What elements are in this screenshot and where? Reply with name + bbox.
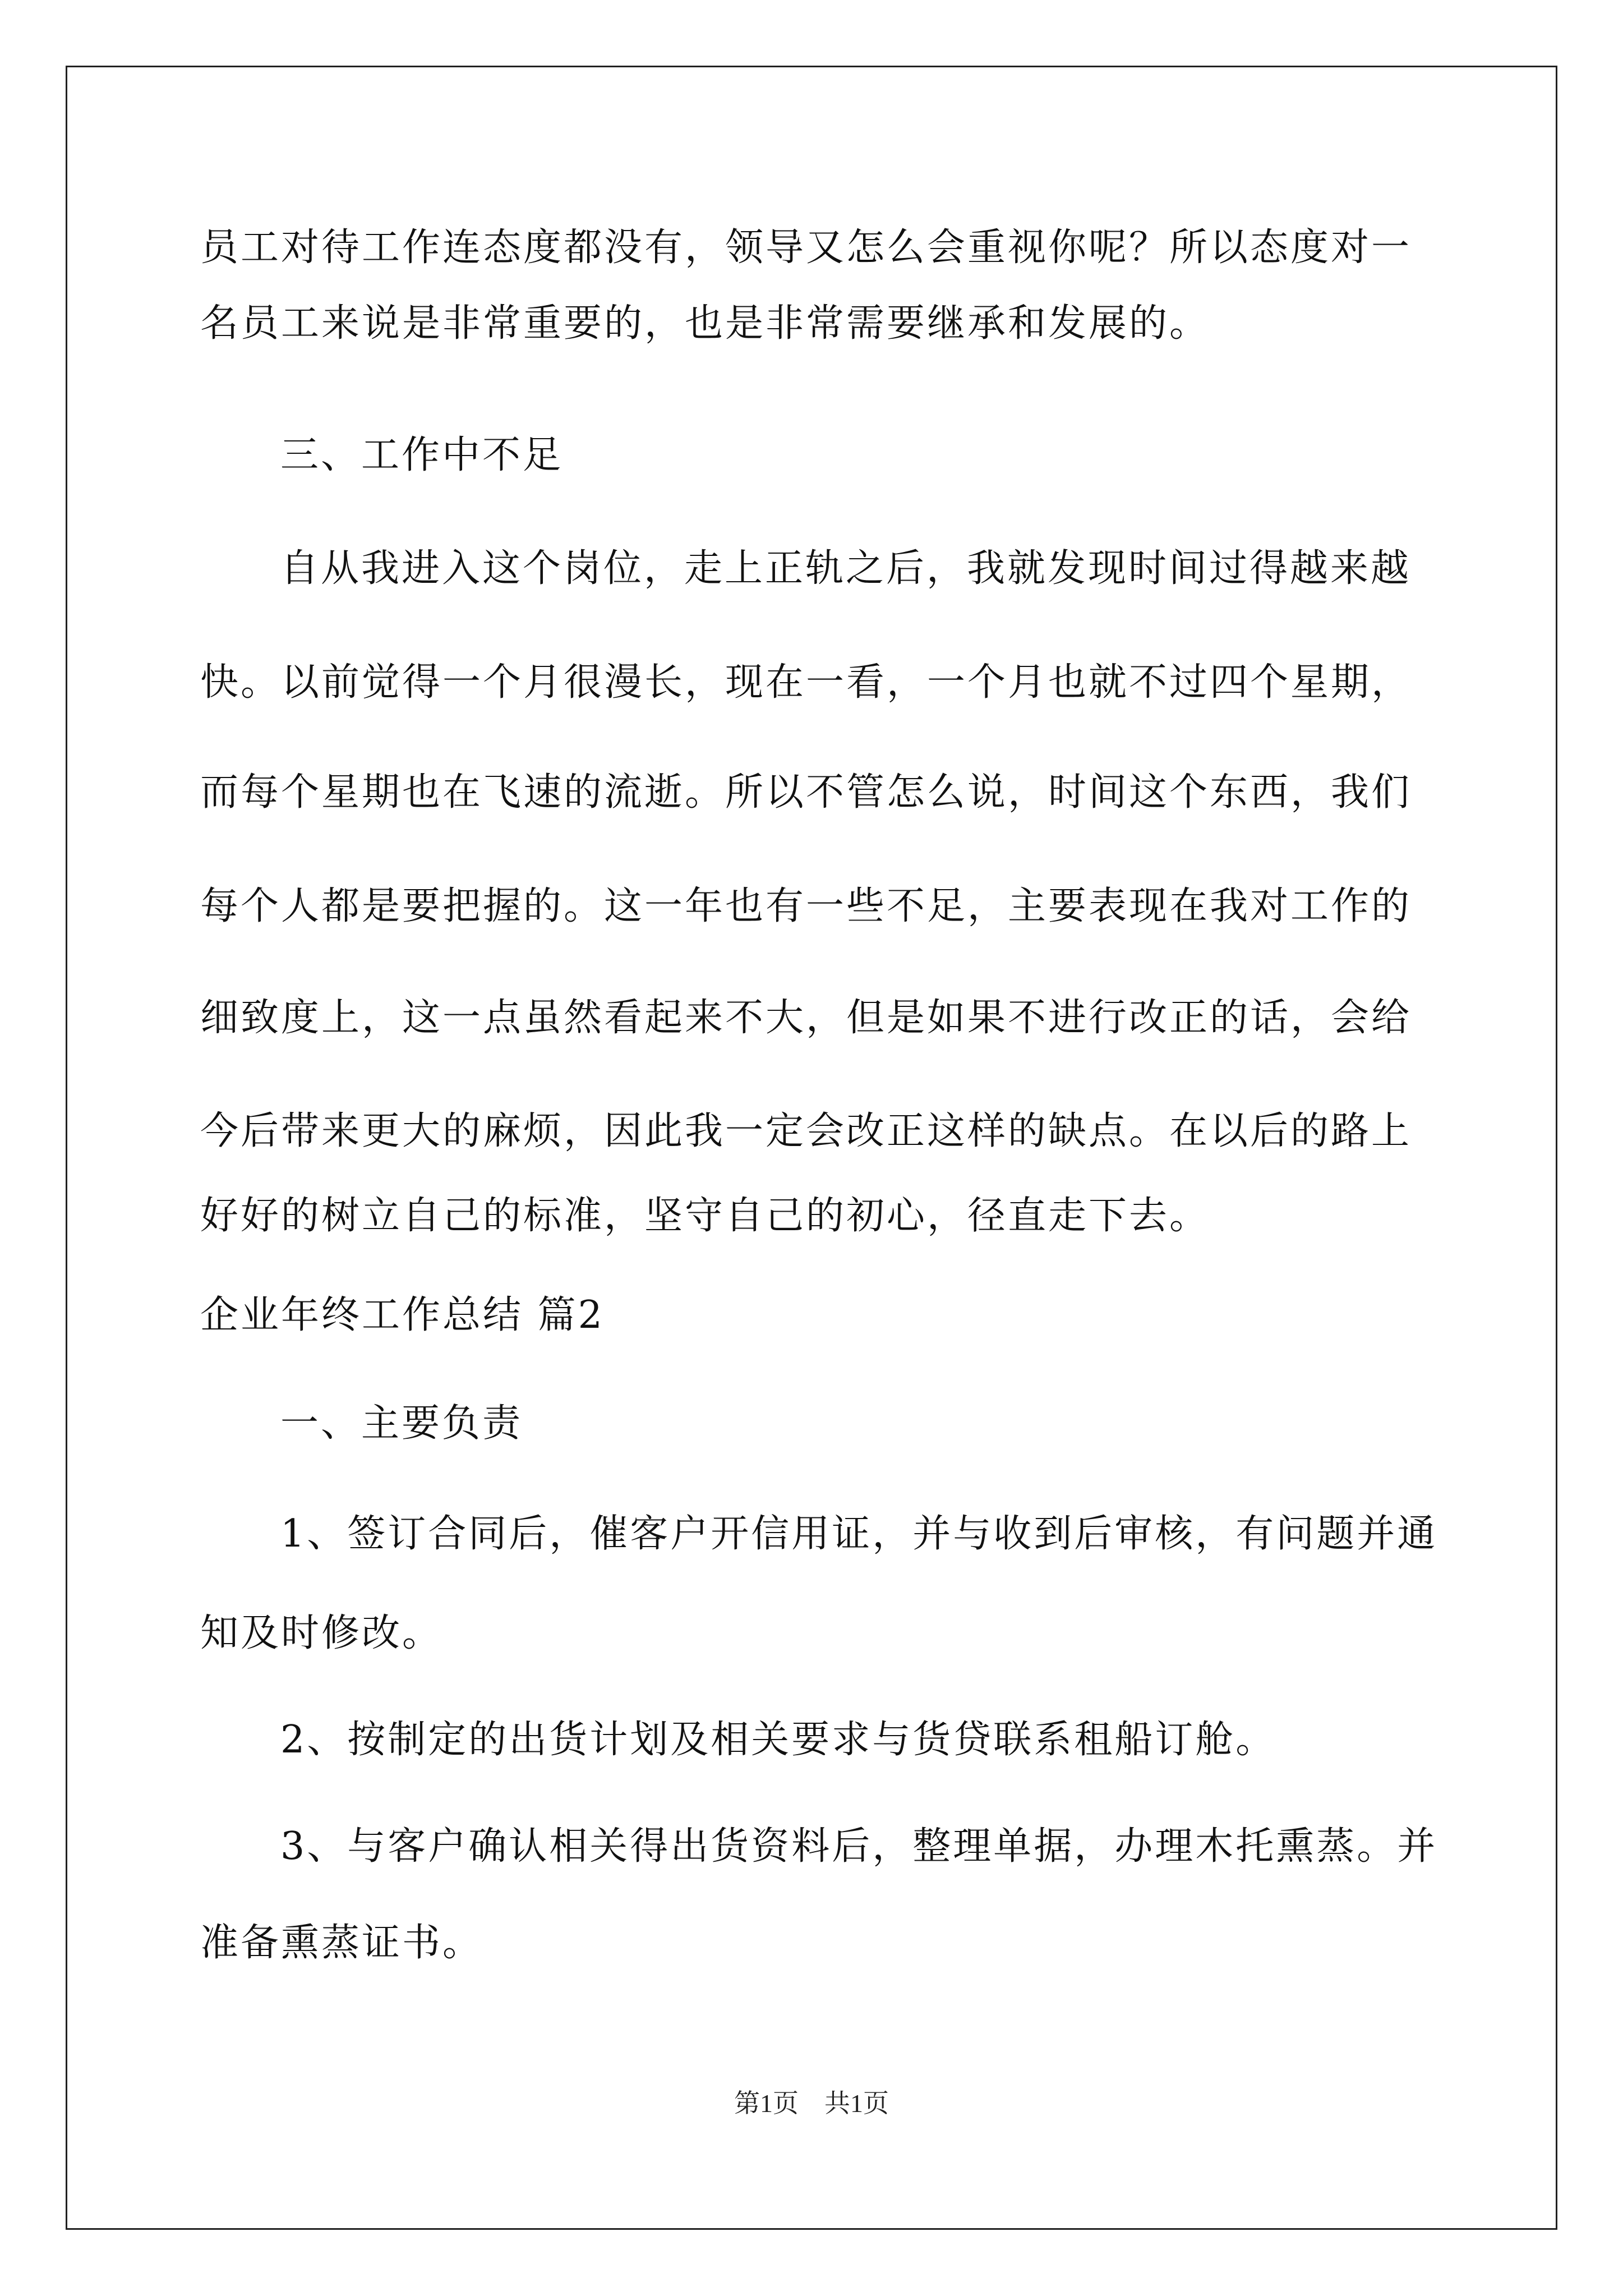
article-title: 企业年终工作总结 篇2 <box>200 1293 605 1337</box>
body-text-line: 每个人都是要把握的。这一年也有一些不足，主要表现在我对工作的 <box>200 884 1412 928</box>
body-text-line: 自从我进入这个岗位，走上正轨之后，我就发现时间过得越来越 <box>280 546 1412 591</box>
body-text-line: 快。以前觉得一个月很漫长，现在一看，一个月也就不过四个星期， <box>200 660 1412 705</box>
body-text-line: 员工对待工作连态度都没有，领导又怎么会重视你呢？所以态度对一 <box>200 226 1412 270</box>
body-text-line: 2、按制定的出货计划及相关要求与货贷联系租船订舱。 <box>280 1718 1276 1762</box>
body-text-line: 而每个星期也在飞速的流逝。所以不管怎么说，时间这个东西，我们 <box>200 770 1412 815</box>
body-text-line: 今后带来更大的麻烦，因此我一定会改正这样的缺点。在以后的路上 <box>200 1109 1412 1153</box>
body-text-line: 3、与客户确认相关得出货资料后，整理单据，办理木托熏蒸。并 <box>280 1824 1438 1869</box>
page-number-footer: 第1页 共1页 <box>734 2089 889 2118</box>
body-text-line: 知及时修改。 <box>200 1611 443 1655</box>
body-text-line: 1、签订合同后，催客户开信用证，并与收到后审核，有问题并通 <box>280 1512 1438 1556</box>
body-text-line: 名员工来说是非常重要的，也是非常需要继承和发展的。 <box>200 301 1210 346</box>
body-text-line: 好好的树立自己的标准，坚守自己的初心，径直走下去。 <box>200 1194 1210 1238</box>
body-text-line: 细致度上，这一点虽然看起来不大，但是如果不进行改正的话，会给 <box>200 996 1412 1040</box>
section-heading: 一、主要负责 <box>280 1401 523 1446</box>
body-text-line: 准备熏蒸证书。 <box>200 1921 483 1965</box>
section-heading: 三、工作中不足 <box>280 433 564 477</box>
